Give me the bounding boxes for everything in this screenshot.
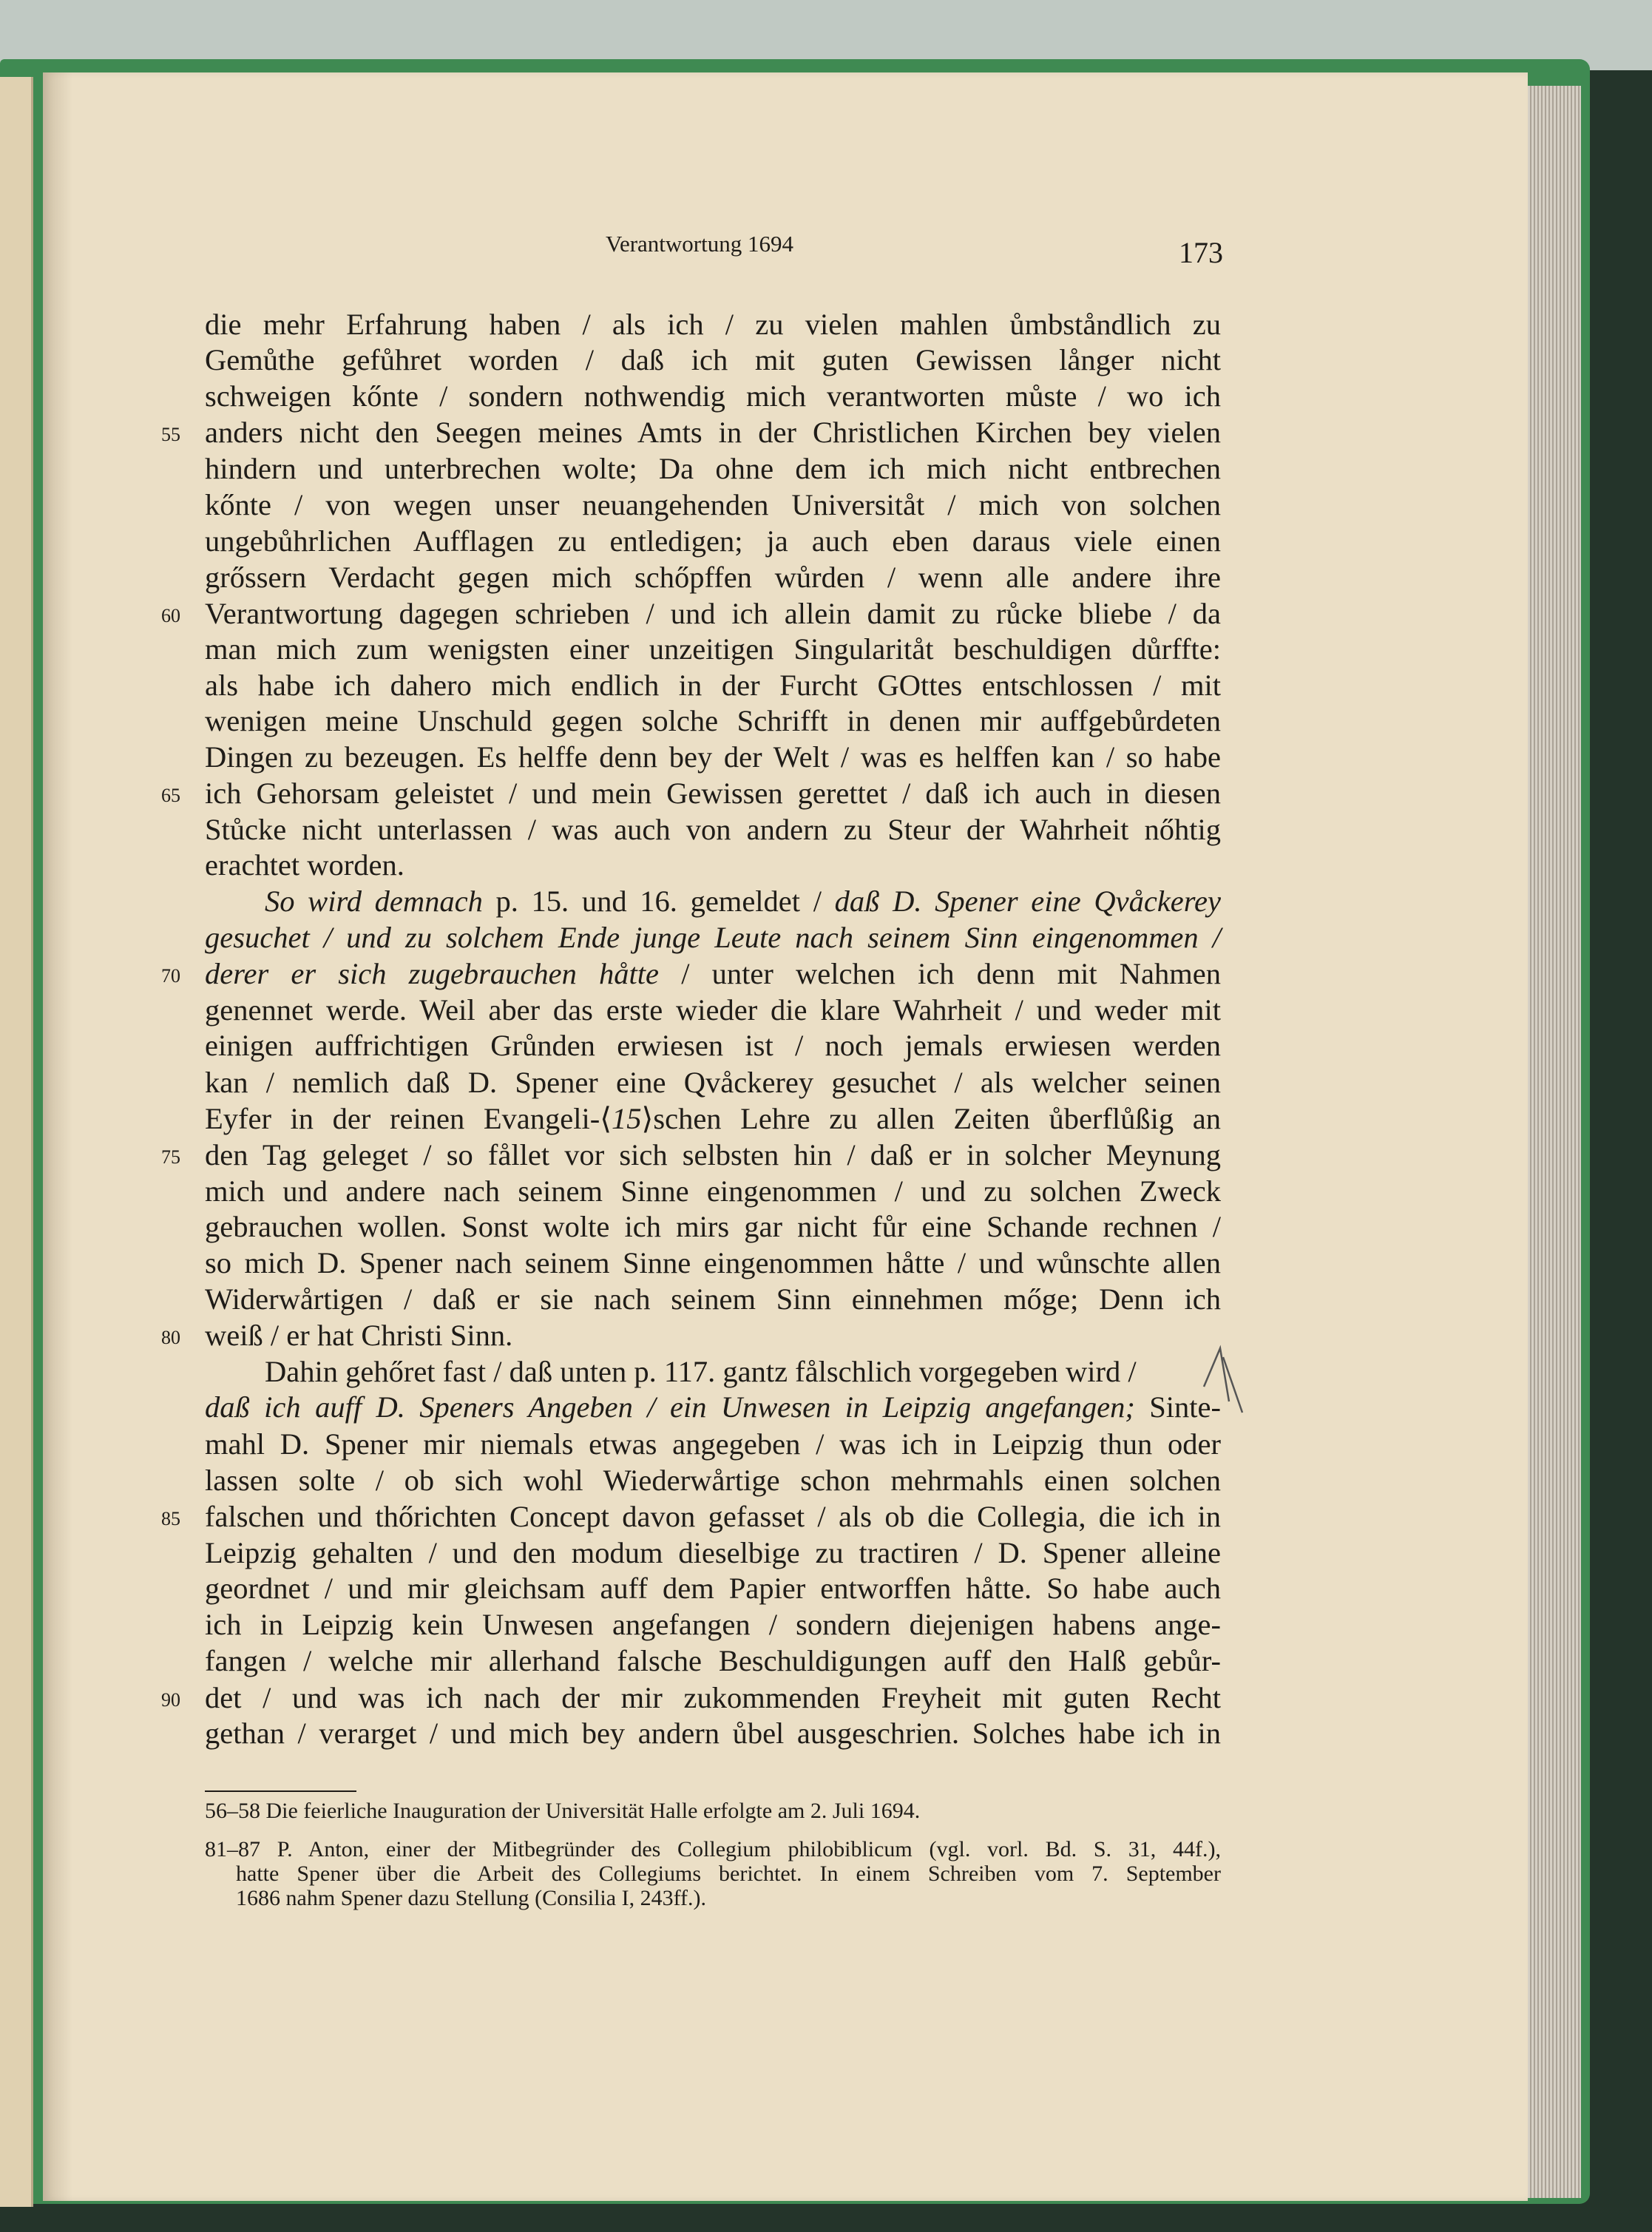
- text-segment: p. 15. und 16. gemeldet /: [482, 885, 835, 918]
- text-segment: geordnet / und mir gleichsam auff dem Papier entworffen håtte. So habe auch: [205, 1572, 1221, 1605]
- text-line: [205, 487, 1221, 523]
- text-line: [205, 596, 1221, 632]
- text-line: [205, 1607, 1221, 1643]
- text-line: [205, 632, 1221, 667]
- text-segment: den Tag geleget / so fållet vor sich selbsten hin / daß er in solcher Meynung: [205, 1138, 1221, 1171]
- text-segment: weiß / er hat Christi Sinn.: [205, 1319, 513, 1352]
- text-line: [205, 1282, 1221, 1317]
- text-line: [205, 1716, 1221, 1751]
- gutter-shadow: [43, 72, 72, 2201]
- text-segment: genennet werde. Weil aber das erste wieder die klare Wahrheit / und weder mit: [205, 993, 1221, 1027]
- text-line: [205, 451, 1221, 487]
- text-line: [205, 848, 1221, 883]
- line-number: 70: [161, 965, 180, 987]
- text-line: [205, 703, 1221, 739]
- text-line: [205, 1065, 1221, 1100]
- text-line: [205, 1427, 1221, 1462]
- text-segment: wenigen meine Unschuld gegen solche Schrifft in denen mir auffgebůrdeten: [205, 704, 1221, 737]
- text-line: [205, 812, 1221, 848]
- italic-segment: 15: [612, 1102, 642, 1135]
- text-line: [205, 776, 1221, 811]
- line-number: 55: [161, 424, 180, 445]
- text-segment: schweigen kőnte / sondern nothwendig mich verantworten můste / wo ich: [205, 379, 1221, 413]
- text-segment: hindern und unterbrechen wolte; Da ohne dem ich mich nicht entbrechen: [205, 452, 1221, 485]
- text-line: [205, 342, 1221, 378]
- text-segment: lassen solte / ob sich wohl Wiederwårtige schon mehrmahls einen solchen: [205, 1464, 1221, 1497]
- text-line: [205, 1463, 1221, 1498]
- text-line: [205, 1174, 1221, 1209]
- italic-segment: So wird demnach: [265, 885, 483, 918]
- text-segment: Eyfer in der reinen Evangeli-⟨: [205, 1102, 612, 1135]
- footnote: hatte Spener über die Arbeit des Collegiums berichtet. In einem Schreiben vom 7. September: [236, 1861, 1221, 1886]
- text-line: [205, 668, 1221, 703]
- text-line: [205, 1245, 1221, 1281]
- text-segment: fangen / welche mir allerhand falsche Beschuldigungen auff den Halß gebůr-: [205, 1644, 1221, 1677]
- text-segment: die mehr Erfahrung haben / als ich / zu vielen mahlen ůmbståndlich zu: [205, 308, 1221, 341]
- text-line: [205, 1499, 1221, 1535]
- line-number: 80: [161, 1327, 180, 1348]
- line-number: 85: [161, 1508, 180, 1529]
- footnote: 81–87 P. Anton, einer der Mitbegründer des Collegium philobiblicum (vgl. vorl. Bd. S. 31, 44f.),: [205, 1837, 1221, 1861]
- text-segment: mich und andere nach seinem Sinne eingenommen / und zu solchen Zweck: [205, 1174, 1221, 1208]
- text-segment: / unter welchen ich denn mit Nahmen: [659, 957, 1221, 990]
- text-segment: falschen und thőrichten Concept davon gefasset / als ob die Collegia, die ich in: [205, 1500, 1221, 1533]
- footnote-rule: [205, 1790, 356, 1792]
- italic-segment: gesuchet / und zu solchem Ende junge Leute nach seinem Sinn eingenommen /: [205, 921, 1221, 954]
- text-line: [205, 307, 1221, 342]
- text-line: [265, 1354, 1207, 1390]
- text-segment: Leipzig gehalten / und den modum dieselbige zu tractiren / D. Spener alleine: [205, 1536, 1221, 1569]
- text-line: [205, 1571, 1221, 1606]
- footnote: 1686 nahm Spener dazu Stellung (Consilia I, 243ff.).: [236, 1886, 707, 1910]
- left-page-edge: [0, 77, 33, 2207]
- text-line: [205, 1390, 1221, 1425]
- text-segment: einigen auffrichtigen Grůnden erwiesen ist / noch jemals erwiesen werden: [205, 1029, 1221, 1062]
- text-line: [205, 1028, 1221, 1063]
- text-line: [205, 415, 1221, 450]
- text-segment: kőnte / von wegen unser neuangehenden Universitåt / mich von solchen: [205, 488, 1221, 521]
- text-segment: erachtet worden.: [205, 848, 404, 882]
- text-segment: det / und was ich nach der mir zukommenden Freyheit mit guten Recht: [205, 1681, 1221, 1714]
- text-segment: als habe ich dahero mich endlich in der Furcht GOttes entschlossen / mit: [205, 669, 1221, 702]
- text-segment: Gemůthe gefůhret worden / daß ich mit guten Gewissen långer nicht: [205, 343, 1221, 376]
- italic-segment: daß ich auff D. Speners Angeben / ein Unwesen in Leipzig angefangen;: [205, 1390, 1135, 1424]
- text-segment: mahl D. Spener mir niemals etwas angegeben / was ich in Leipzig thun oder: [205, 1427, 1221, 1461]
- text-segment: Dahin gehőret fast / daß unten p. 117. gantz fålschlich vorgegeben wird /: [265, 1355, 1137, 1388]
- text-segment: anders nicht den Seegen meines Amts in der Christlichen Kirchen bey vielen: [205, 416, 1221, 449]
- page-number: 173: [1179, 236, 1223, 269]
- text-line: [205, 1101, 1221, 1137]
- line-number: 75: [161, 1146, 180, 1168]
- text-line: [205, 1318, 1221, 1353]
- text-line: [205, 1535, 1221, 1571]
- text-segment: man mich zum wenigsten einer unzeitigen Singularitåt beschuldigen důrffte:: [205, 632, 1221, 666]
- text-line: [205, 379, 1221, 414]
- text-segment: grőssern Verdacht gegen mich schőpffen wůrden / wenn alle andere ihre: [205, 561, 1221, 594]
- text-segment: gethan / verarget / und mich bey andern ůbel ausgeschrien. Solches habe ich in: [205, 1717, 1221, 1750]
- italic-segment: derer er sich zugebrauchen håtte: [205, 957, 660, 990]
- text-segment: ⟩schen Lehre zu allen Zeiten ůberflůßig an: [641, 1102, 1221, 1135]
- text-segment: Sinte-: [1134, 1390, 1221, 1424]
- italic-segment: daß D. Spener eine Qvåckerey: [834, 885, 1221, 918]
- text-segment: Verantwortung dagegen schrieben / und ich allein damit zu růcke bliebe / da: [205, 597, 1221, 630]
- page-edges: [1528, 86, 1581, 2198]
- text-line: [205, 1137, 1221, 1173]
- text-segment: Dingen zu bezeugen. Es helffe denn bey der Welt / was es helffen kan / so habe: [205, 740, 1221, 774]
- text-line: [205, 1643, 1221, 1679]
- text-segment: Widerwårtigen / daß er sie nach seinem Sinn einnehmen mőge; Denn ich: [205, 1282, 1221, 1316]
- text-line: [205, 992, 1221, 1028]
- footnote: 56–58 Die feierliche Inauguration der Universität Halle erfolgte am 2. Juli 1694.: [205, 1799, 921, 1823]
- text-segment: ungebůhrlichen Aufflagen zu entledigen; ja auch eben daraus viele einen: [205, 524, 1221, 558]
- text-line: [205, 920, 1221, 956]
- text-line: [205, 1209, 1221, 1245]
- line-number: 65: [161, 785, 180, 806]
- text-segment: ich Gehorsam geleistet / und mein Gewissen gerettet / daß ich auch in diesen: [205, 777, 1221, 810]
- text-segment: kan / nemlich daß D. Spener eine Qvåckerey gesuchet / als welcher seinen: [205, 1066, 1221, 1099]
- text-line: [265, 884, 1221, 919]
- running-head: Verantwortung 1694: [606, 231, 793, 257]
- text-segment: so mich D. Spener nach seinem Sinne eingenommen håtte / und wůnschte allen: [205, 1246, 1221, 1279]
- line-number: 60: [161, 605, 180, 626]
- text-line: [205, 560, 1221, 595]
- line-number: 90: [161, 1689, 180, 1711]
- text-line: [205, 524, 1221, 559]
- text-line: [205, 740, 1221, 775]
- text-line: [205, 1680, 1221, 1716]
- text-segment: Stůcke nicht unterlassen / was auch von andern zu Steur der Wahrheit nőhtig: [205, 813, 1221, 846]
- text-line: [205, 956, 1221, 992]
- text-segment: gebrauchen wollen. Sonst wolte ich mirs gar nicht fůr eine Schande rechnen /: [205, 1210, 1221, 1243]
- text-segment: ich in Leipzig kein Unwesen angefangen / sondern diejenigen habens ange-: [205, 1608, 1221, 1641]
